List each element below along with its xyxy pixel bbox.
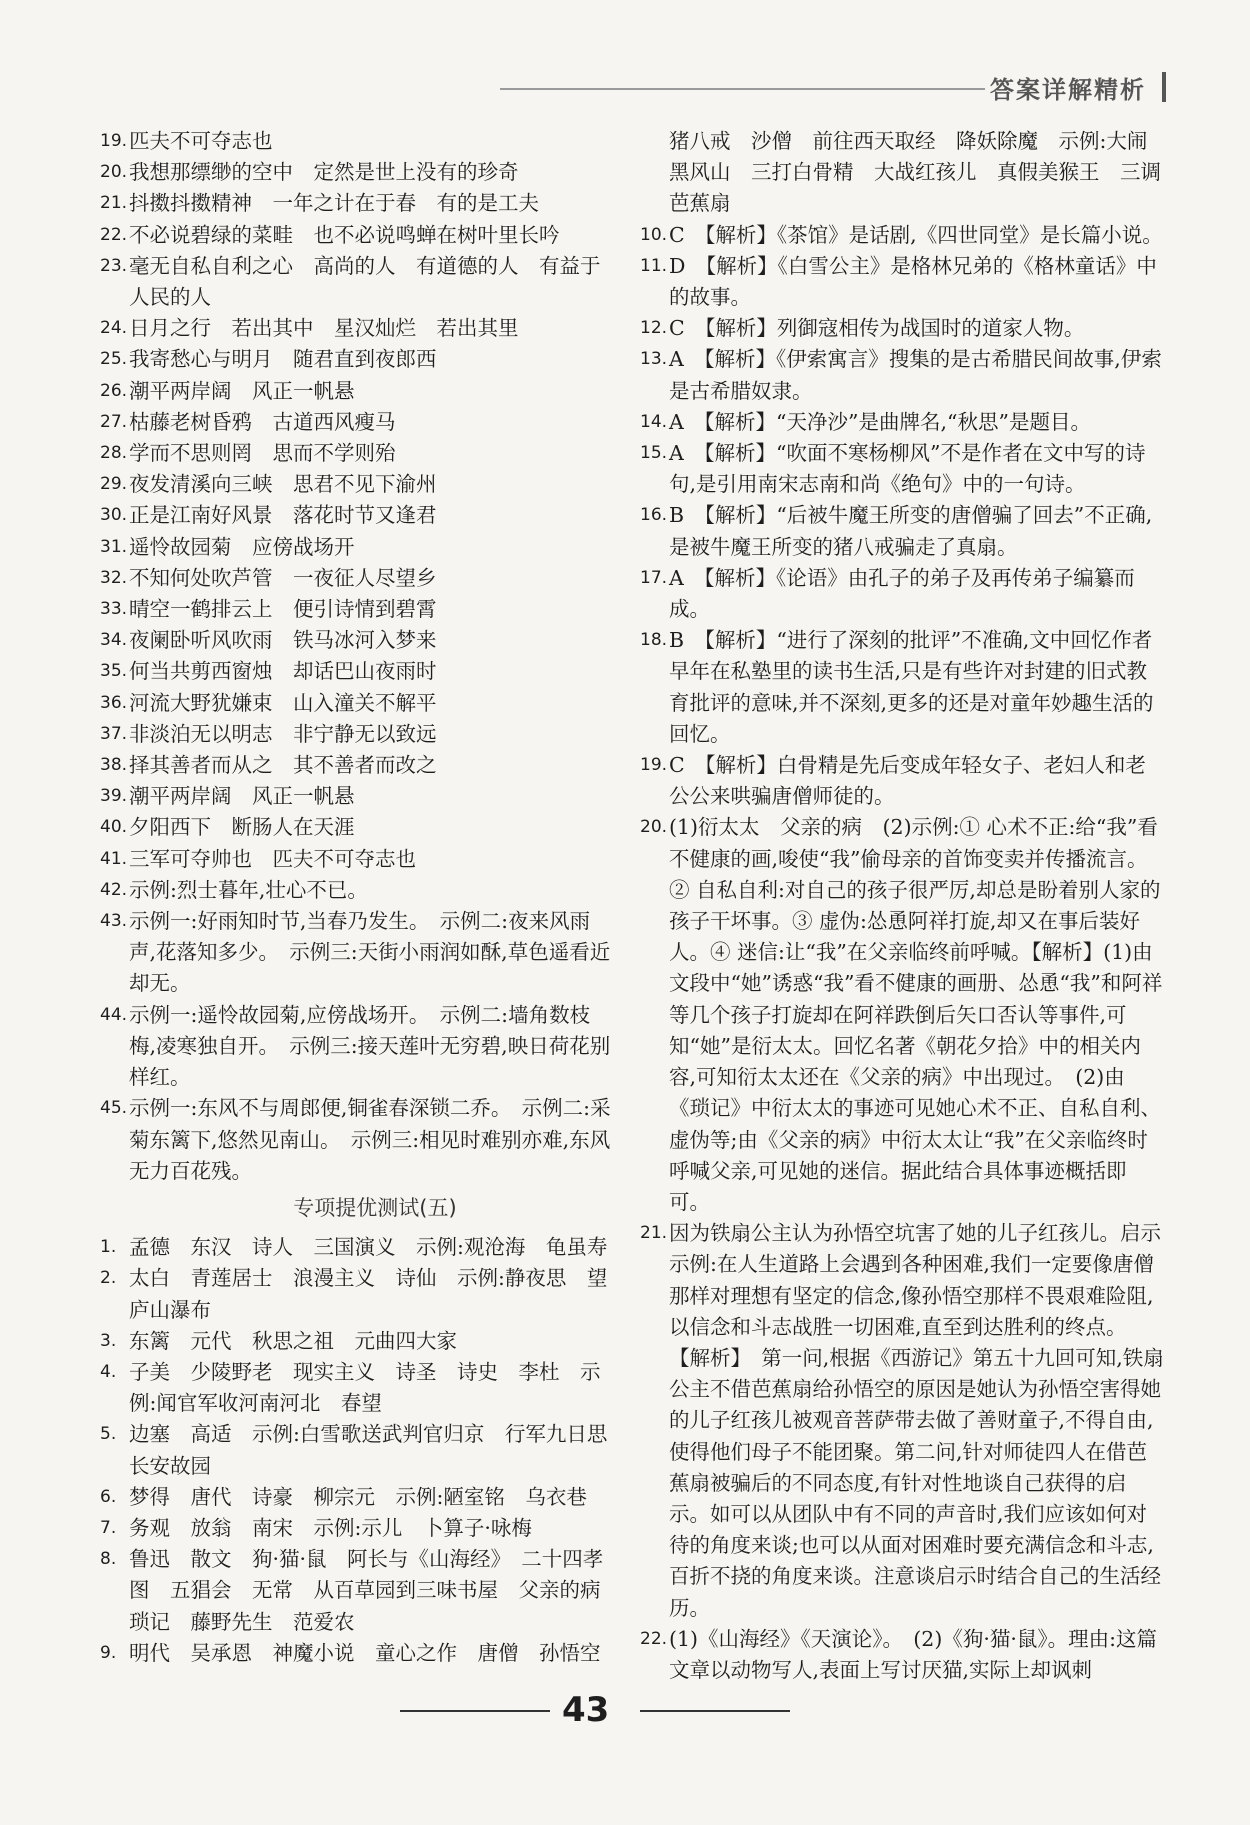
answer-item — [100, 469, 612, 500]
answer-item — [100, 344, 612, 375]
answer-text: 晴空一鹤排云上 便引诗情到碧霄 — [129, 597, 437, 622]
answer-number: 21. — [100, 193, 128, 214]
answer-item — [100, 719, 612, 750]
answer-number: 40. — [100, 817, 128, 838]
answer-number: 20. — [640, 817, 668, 838]
answer-item — [640, 313, 1165, 344]
answer-item — [100, 750, 612, 781]
answer-number: 19. — [100, 131, 128, 151]
answer-number: 21. — [640, 1223, 668, 1244]
answer-item — [640, 812, 1165, 1218]
answer-item — [100, 844, 612, 875]
answer-number: 16. — [640, 505, 668, 526]
answer-number: 7. — [100, 1517, 117, 1538]
answer-text: 梦得 唐代 诗豪 柳宗元 示例:陋室铭 乌衣巷 — [129, 1484, 587, 1509]
answer-item — [100, 594, 612, 625]
answer-number: 22. — [100, 224, 128, 245]
answer-text: A 【解析】“吹面不寒杨柳风”不是作者在文中写的诗句,是引用南宋志南和尚《绝句》中的一句诗。 — [669, 441, 1146, 497]
answer-text: C 【解析】《茶馆》是话剧,《四世同堂》是长篇小说。 — [669, 222, 1163, 247]
answer-item — [640, 344, 1165, 406]
answer-number: 34. — [100, 630, 128, 651]
answer-number: 42. — [100, 879, 128, 900]
answer-text: 太白 青莲居士 浪漫主义 诗仙 示例:静夜思 望庐山瀑布 — [129, 1266, 608, 1322]
answer-item — [100, 1357, 612, 1419]
answer-text: 河流大野犹嫌束 山入潼关不解平 — [129, 690, 437, 715]
answer-item — [100, 532, 612, 563]
answer-item — [100, 1093, 612, 1187]
answer-number: 18. — [640, 630, 668, 651]
answer-number: 30. — [100, 505, 128, 526]
answer-item — [100, 1232, 612, 1263]
answer-text: 何当共剪西窗烛 却话巴山夜雨时 — [129, 659, 437, 684]
answer-item — [100, 1638, 612, 1669]
answer-number: 43. — [100, 911, 128, 932]
answer-number: 29. — [100, 474, 128, 495]
answer-number: 28. — [100, 443, 128, 464]
section-answer-list — [100, 1232, 621, 1669]
answer-item — [640, 1218, 1165, 1624]
answer-item — [640, 563, 1165, 625]
answer-text: D 【解析】《白雪公主》是格林兄弟的《格林童话》中的故事。 — [669, 253, 1157, 310]
answer-item — [100, 563, 612, 594]
header-bar — [1162, 72, 1166, 102]
answer-item — [640, 625, 1165, 750]
answer-text: 枯藤老树昏鸦 古道西风瘦马 — [129, 409, 396, 434]
answer-number: 31. — [100, 536, 128, 557]
answer-number: 39. — [100, 786, 128, 807]
answer-number: 8. — [100, 1549, 117, 1570]
answer-item — [100, 1000, 612, 1094]
answer-text: 我寄愁心与明月 随君直到夜郎西 — [129, 347, 437, 372]
answer-number: 17. — [640, 567, 668, 588]
answer-item — [100, 220, 612, 251]
answer-text: (1)《山海经》《天演论》。 (2)《狗·猫·鼠》。理由:这篇文章以动物写人,表面上写讨厌猫,实际上却讽刺 — [669, 1626, 1158, 1682]
answer-item — [100, 1544, 621, 1638]
answer-number: 35. — [100, 661, 128, 682]
page-number-rule-left — [400, 1710, 550, 1712]
answer-text: 东篱 元代 秋思之祖 元曲四大家 — [129, 1328, 457, 1353]
answer-number: 41. — [100, 848, 128, 869]
answer-number: 9. — [100, 1642, 117, 1663]
answer-item — [100, 157, 612, 188]
answer-item — [100, 1326, 612, 1357]
answer-number: 20. — [100, 162, 128, 183]
answer-text: 因为铁扇公主认为孙悟空坑害了她的儿子红孩儿。启示示例:在人生道路上会遇到各种困难,我们一定要像唐僧那样对理想有坚定的信念,像孙悟空那样不畏艰难险阻,以信念和斗志战胜一切困难,直至到达胜利的终点。 【解析】 第一问,根据《西游记》第五十九回可知,铁扇公主不借芭蕉扇给孙悟空的原因是她认为孙悟空害得她的儿子红孩儿被观音菩萨带去做了善财童子,不得自由,使得他们母子不能团聚。第二问,针对师徒四人在借芭蕉扇被骗后的不同态度,有针对性地谈自己获得的启示。如可以从团队中有不同的声音时,我们应该如何对待的角度来谈;也可以从面对困难时要充满信念和斗志,百折不挠的角度来谈。注意谈启示时结合自己的生活经历。 — [669, 1221, 1164, 1620]
answer-item — [100, 313, 612, 344]
answer-item — [640, 126, 1165, 220]
answer-number: 33. — [100, 599, 128, 620]
answer-number: 6. — [100, 1486, 117, 1507]
answer-text: 务观 放翁 南宋 示例:示儿 卜算子·咏梅 — [129, 1515, 532, 1540]
answer-number: 26. — [100, 380, 128, 401]
answer-text: C 【解析】列御寇相传为战国时的道家人物。 — [669, 316, 1085, 341]
answer-item — [100, 1419, 612, 1481]
answer-text: 夜发清溪向三峡 思君不见下渝州 — [129, 472, 437, 497]
answer-number: 45. — [100, 1098, 128, 1119]
answer-text: 子美 少陵野老 现实主义 诗圣 诗史 李杜 示例:闻官军收河南河北 春望 — [129, 1359, 601, 1416]
answer-text: 正是江南好风景 落花时节又逢君 — [129, 503, 437, 528]
answer-item — [100, 438, 612, 469]
answer-number: 5. — [100, 1424, 117, 1445]
answer-number: 44. — [100, 1004, 128, 1025]
answer-item — [640, 1624, 1165, 1686]
answer-number: 37. — [100, 723, 128, 744]
answer-text: 孟德 东汉 诗人 三国演义 示例:观沧海 龟虽寿 — [129, 1235, 608, 1260]
answer-item — [100, 1513, 612, 1544]
left-column — [100, 126, 621, 1669]
answer-number: 14. — [640, 411, 668, 432]
answer-item — [100, 126, 612, 157]
answer-text: 猪八戒 沙僧 前往西天取经 降妖除魔 示例:大闹黑风山 三打白骨精 大战红孩儿 真假美猴王 三调芭蕉扇 — [669, 129, 1161, 216]
answer-text: 遥怜故园菊 应傍战场开 — [129, 534, 355, 559]
answer-text: 不知何处吹芦管 一夜征人尽望乡 — [129, 565, 437, 590]
answer-number: 27. — [100, 411, 128, 432]
answer-item — [100, 376, 612, 407]
section-title: 专项提优测试(五) — [293, 1195, 457, 1220]
answer-item — [640, 500, 1165, 562]
answer-text: A 【解析】《论语》由孔子的弟子及再传弟子编纂而成。 — [669, 565, 1135, 622]
answer-text: 鲁迅 散文 狗·猫·鼠 阿长与《山海经》 二十四孝图 五猖会 无常 从百草园到三味书屋 父亲的病 琐记 藤野先生 范爱农 — [129, 1547, 621, 1634]
answer-text: 学而不思则罔 思而不学则殆 — [129, 441, 396, 466]
answer-item — [100, 500, 612, 531]
answer-text: 匹夫不可夺志也 — [129, 129, 273, 153]
answer-item — [100, 251, 612, 313]
answer-item — [100, 188, 612, 219]
answer-number: 12. — [640, 318, 668, 339]
answer-number: 38. — [100, 755, 128, 776]
answer-item — [100, 625, 612, 656]
answer-text: 示例:烈士暮年,壮心不已。 — [129, 877, 368, 902]
header-rule — [500, 88, 985, 90]
answer-item — [100, 407, 612, 438]
answer-text: 潮平两岸阔 风正一帆悬 — [129, 784, 355, 809]
answer-number: 4. — [100, 1361, 117, 1382]
answer-text: (1)衍太太 父亲的病 (2)示例:① 心术不正:给“我”看不健康的画,唆使“我”偷母亲的首饰变卖并传播流言。② 自私自利:对自己的孩子很严厉,却总是盼着别人家的孩子干坏事。③ 虚伪:怂恿阿祥打旋,却又在事后装好人。④ 迷信:让“我”在父亲临终前呼喊。【解析】(1)由文段中“她”诱惑“我”看不健康的画册、怂恿“我”和阿祥等几个孩子打旋却在阿祥跌倒后矢口否认等事件,可知“她”是衍太太。回忆名著《朝花夕拾》中的相关内容,可知衍太太还在《父亲的病》中出现过。 (2)由《琐记》中衍太太的事迹可见她心术不正、自私自利、虚伪等;由《父亲的病》中衍太太让“我”在父亲临终时呼喊父亲,可见她的迷信。据此结合具体事迹概括即可。 — [669, 815, 1163, 1214]
answer-number: 13. — [640, 349, 668, 370]
answer-text: 明代 吴承恩 神魔小说 童心之作 唐僧 孙悟空 — [129, 1640, 601, 1665]
answer-item — [100, 656, 612, 687]
answer-item — [100, 1482, 612, 1513]
answer-item — [640, 750, 1165, 812]
answer-text: 示例一:东风不与周郎便,铜雀春深锁二乔。 示例二:采菊东篱下,悠然见南山。 示例三:相见时难别亦难,东风无力百花残。 — [129, 1096, 611, 1183]
answer-text: B 【解析】“进行了深刻的批评”不准确,文中回忆作者早年在私塾里的读书生活,只是有些许对封建的旧式教育批评的意味,并不深刻,更多的还是对童年妙趣生活的回忆。 — [669, 628, 1154, 746]
answer-number: 15. — [640, 443, 668, 464]
answer-item — [100, 1263, 612, 1325]
page-number: 43 — [562, 1690, 610, 1730]
answer-number: 25. — [100, 349, 128, 370]
answer-item — [100, 688, 612, 719]
answer-text: 夕阳西下 断肠人在天涯 — [129, 815, 355, 840]
answer-number: 23. — [100, 255, 128, 276]
answer-text: B 【解析】“后被牛魔王所变的唐僧骗了回去”不正确,是被牛魔王所变的猪八戒骗走了真扇。 — [669, 503, 1153, 559]
answer-text: 我想那缥缈的空中 定然是世上没有的珍奇 — [129, 160, 519, 185]
answer-text: 非淡泊无以明志 非宁静无以致远 — [129, 721, 437, 746]
answer-text: 示例一:遥怜故园菊,应傍战场开。 示例二:墙角数枝梅,凌寒独自开。 示例三:接天莲叶无穷碧,映日荷花别样红。 — [129, 1002, 611, 1090]
answer-text: A 【解析】“天净沙”是曲牌名,“秋思”是题目。 — [669, 409, 1091, 434]
left-answer-list — [100, 126, 612, 1187]
answer-text: 边塞 高适 示例:白雪歌送武判官归京 行军九日思长安故园 — [129, 1422, 608, 1478]
answer-number: 19. — [640, 755, 668, 776]
answer-text: 抖擞抖擞精神 一年之计在于春 有的是工夫 — [129, 191, 539, 216]
answer-text: 夜阑卧听风吹雨 铁马冰河入梦来 — [129, 628, 437, 653]
answer-number: 24. — [100, 318, 128, 339]
answer-number: 10. — [640, 224, 668, 245]
answer-item — [100, 875, 612, 906]
right-answer-list — [640, 126, 1165, 1686]
answer-item — [640, 438, 1165, 500]
page-number-rule-right — [640, 1710, 790, 1712]
header-title: 答案详解精析 — [990, 76, 1146, 104]
answer-text: 示例一:好雨知时节,当春乃发生。 示例二:夜来风雨声,花落知多少。 示例三:天街小雨润如酥,草色遥看近却无。 — [129, 909, 611, 996]
answer-text: 潮平两岸阔 风正一帆悬 — [129, 378, 355, 403]
answer-item — [640, 407, 1165, 438]
answer-number: 22. — [640, 1628, 668, 1649]
answer-item — [100, 812, 612, 843]
answer-number: 36. — [100, 692, 128, 713]
answer-text: C 【解析】白骨精是先后变成年轻女子、老妇人和老公公来哄骗唐僧师徒的。 — [669, 753, 1146, 809]
answer-item — [640, 220, 1165, 251]
answer-number: 32. — [100, 567, 128, 588]
answer-item — [100, 906, 612, 1000]
answer-number: 3. — [100, 1330, 117, 1351]
answer-number: 11. — [640, 255, 668, 276]
answer-text: 不必说碧绿的菜畦 也不必说鸣蝉在树叶里长吟 — [129, 222, 560, 247]
answer-text: 毫无自私自利之心 高尚的人 有道德的人 有益于人民的人 — [129, 253, 601, 310]
answer-item — [640, 251, 1165, 313]
answer-text: A 【解析】《伊索寓言》搜集的是古希腊民间故事,伊索是古希腊奴隶。 — [669, 347, 1162, 403]
answer-item — [100, 781, 612, 812]
answer-number: 1. — [100, 1237, 117, 1258]
answer-number: 2. — [100, 1268, 117, 1289]
answer-text: 择其善者而从之 其不善者而改之 — [129, 753, 437, 778]
answer-text: 三军可夺帅也 匹夫不可夺志也 — [129, 846, 416, 871]
right-column — [640, 126, 1165, 1686]
answer-text: 日月之行 若出其中 星汉灿烂 若出其里 — [129, 316, 519, 341]
